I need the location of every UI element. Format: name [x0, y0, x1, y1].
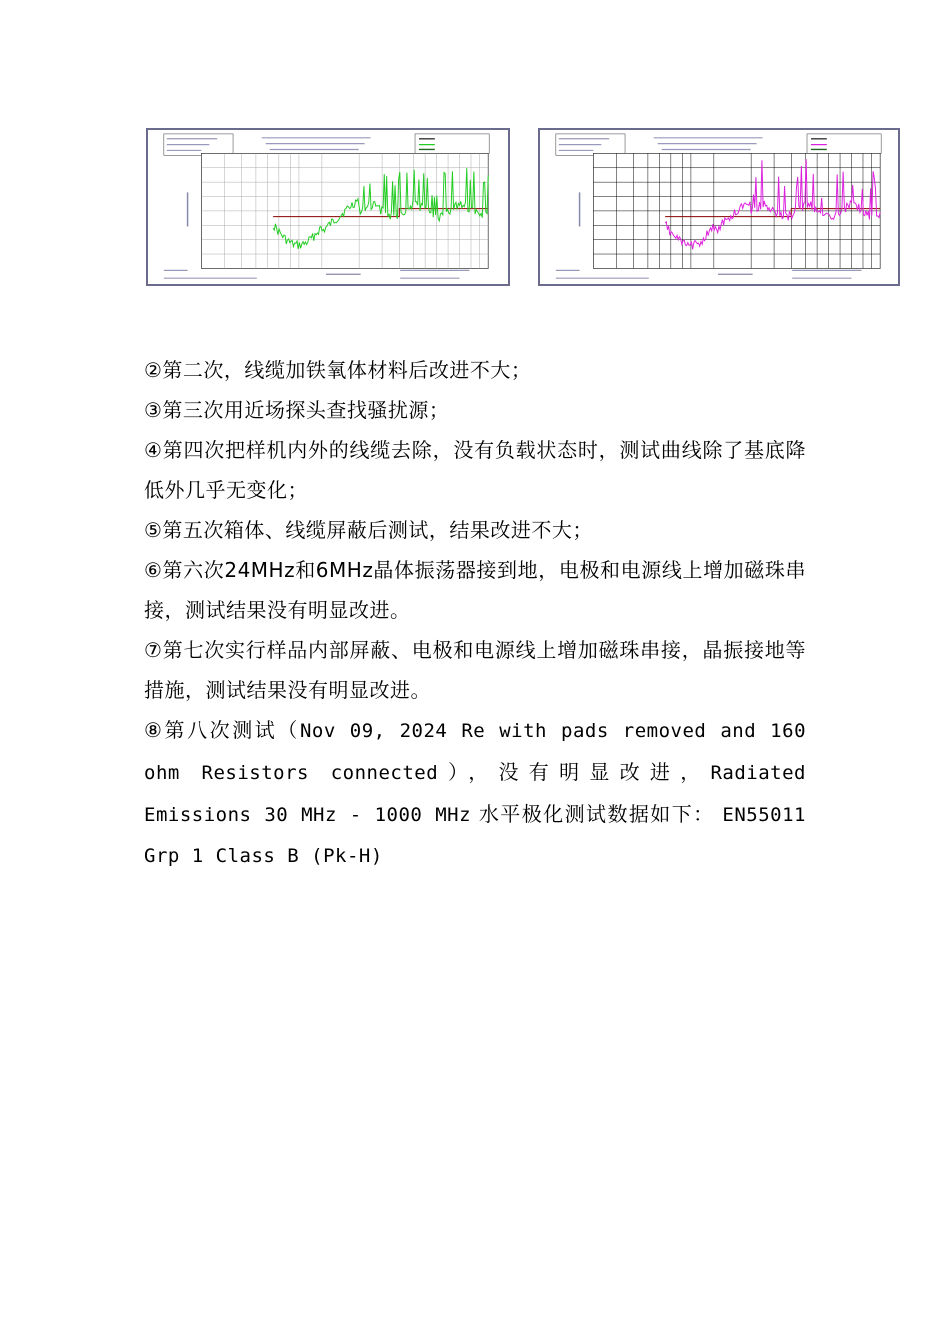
paragraph-8	[144, 710, 806, 877]
emission-plot-left-graphic	[148, 130, 508, 284]
legend-box	[807, 134, 881, 153]
paragraph-8-test-name: Nov 09, 2024 Re with pads removed and 160 ohm Resistors connected	[144, 720, 807, 784]
paragraph-8-range: Radiated Emissions 30 MHz - 1000 MHz	[144, 762, 806, 826]
emission-plot-right	[538, 128, 900, 286]
paragraph-2: ②第二次，线缆加铁氧体材料后改进不大；	[144, 358, 532, 382]
paragraph-4: ④第四次把样机内外的线缆去除，没有负载状态时，测试曲线除了基底降低外几乎无变化；	[144, 438, 806, 502]
paragraph-3: ③第三次用近场探头查找骚扰源；	[144, 398, 450, 422]
legend-box	[415, 134, 489, 153]
paragraph-6: ⑥第六次24MHz和6MHz晶体振荡器接到地，电极和电源线上增加磁珠串接，测试结果没有明显改进。	[144, 558, 806, 622]
paragraph-8-prefix: ⑧第八次测试（	[144, 718, 300, 742]
paragraph-8-standard: EN55011 Grp 1 Class B (Pk-H)	[144, 804, 806, 867]
paragraph-5: ⑤第五次箱体、线缆屏蔽后测试，结果改进不大；	[144, 518, 593, 542]
emission-plot-right-graphic	[540, 130, 898, 284]
paragraph-8-mid: ），没有明显改进，	[438, 760, 711, 784]
body-text	[144, 350, 806, 877]
paragraph-7: ⑦第七次实行样品内部屏蔽、电极和电源线上增加磁珠串接，晶振接地等措施，测试结果没有明显改进。	[144, 638, 806, 702]
emission-plot-left	[146, 128, 510, 286]
paragraph-8-label: 水平极化测试数据如下：	[471, 802, 723, 826]
